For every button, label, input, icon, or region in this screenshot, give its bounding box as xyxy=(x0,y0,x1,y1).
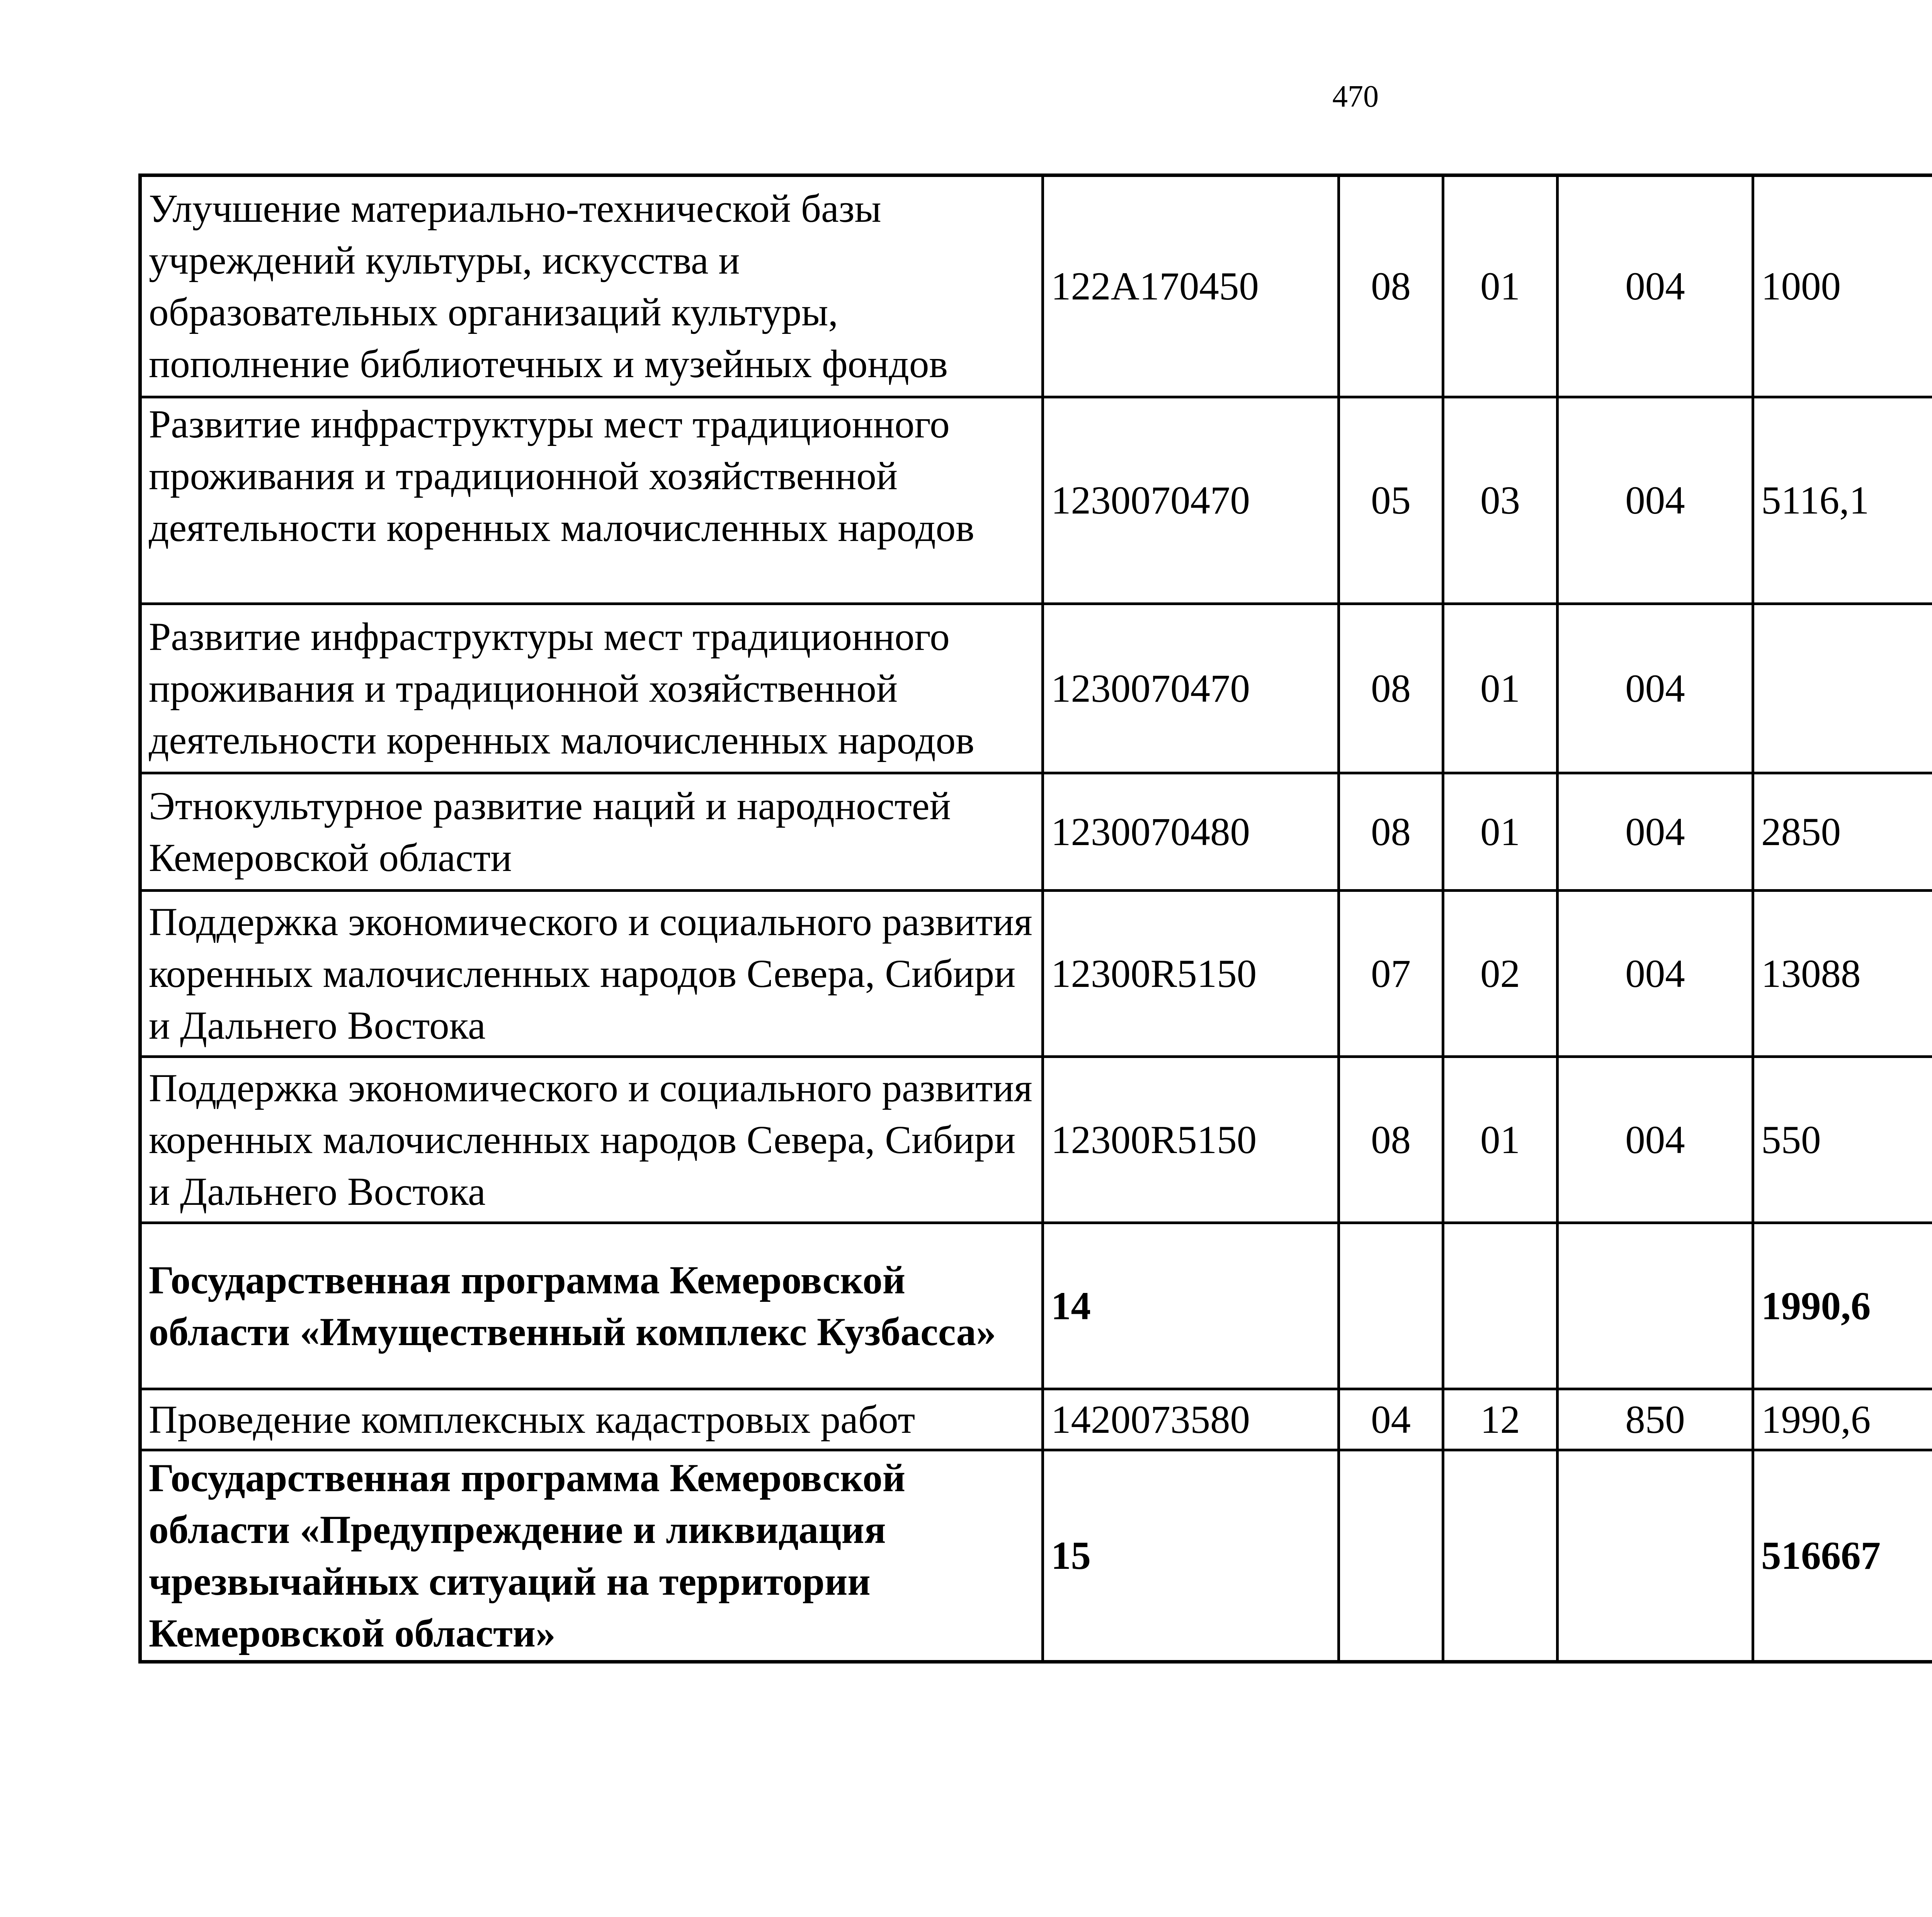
row-value-1-cell: 516667 xyxy=(1753,1450,1932,1662)
row-value-1-cell: 550 xyxy=(1753,1057,1932,1223)
row-subsection-cell: 01 xyxy=(1443,604,1558,773)
row-expense-type-cell: 004 xyxy=(1558,1057,1753,1223)
row-value-1-cell xyxy=(1753,604,1932,773)
table-row xyxy=(140,773,1932,891)
table-row xyxy=(140,891,1932,1057)
row-subsection-cell xyxy=(1443,1450,1558,1662)
row-subsection-cell: 02 xyxy=(1443,891,1558,1057)
row-section-cell: 05 xyxy=(1339,397,1443,604)
page-number: 470 xyxy=(1332,80,1379,114)
row-name-cell: Развитие инфраструктуры мест традиционного проживания и традиционной хозяйственной деятельности коренных малочисленных народов xyxy=(140,604,1043,773)
row-section-cell xyxy=(1339,1450,1443,1662)
table-row xyxy=(140,1223,1932,1389)
row-subsection-cell: 01 xyxy=(1443,1057,1558,1223)
row-subsection-cell: 01 xyxy=(1443,773,1558,891)
table-row xyxy=(140,175,1932,397)
row-section-cell: 04 xyxy=(1339,1389,1443,1450)
row-code-cell: 122A170450 xyxy=(1043,175,1339,397)
row-section-cell: 08 xyxy=(1339,773,1443,891)
row-name-cell: Развитие инфраструктуры мест традиционного проживания и традиционной хозяйственной деятельности коренных малочисленных народов xyxy=(140,397,1043,604)
row-code-cell: 12300R5150 xyxy=(1043,891,1339,1057)
row-expense-type-cell: 004 xyxy=(1558,891,1753,1057)
row-section-cell: 08 xyxy=(1339,1057,1443,1223)
row-subsection-cell: 03 xyxy=(1443,397,1558,604)
row-name-cell: Государственная программа Кемеровской области «Предупреждение и ликвидация чрезвычайных ситуаций на территории Кемеровской области» xyxy=(140,1450,1043,1662)
row-code-cell: 12300R5150 xyxy=(1043,1057,1339,1223)
row-code-cell: 1230070470 xyxy=(1043,604,1339,773)
row-name-cell: Улучшение материально-технической базы учреждений культуры, искусства и образовательных организаций культуры, пополнение библиотечных и музейных фондов xyxy=(140,175,1043,397)
table-row xyxy=(140,1057,1932,1223)
row-expense-type-cell: 004 xyxy=(1558,773,1753,891)
row-code-cell: 14 xyxy=(1043,1223,1339,1389)
row-name-cell: Поддержка экономического и социального развития коренных малочисленных народов Севера, Сибири и Дальнего Востока xyxy=(140,891,1043,1057)
row-section-cell: 08 xyxy=(1339,175,1443,397)
row-section-cell: 07 xyxy=(1339,891,1443,1057)
row-name-cell: Поддержка экономического и социального развития коренных малочисленных народов Севера, Сибири и Дальнего Востока xyxy=(140,1057,1043,1223)
row-subsection-cell xyxy=(1443,1223,1558,1389)
row-expense-type-cell: 850 xyxy=(1558,1389,1753,1450)
row-value-1-cell: 13088 xyxy=(1753,891,1932,1057)
row-value-1-cell: 1990,6 xyxy=(1753,1223,1932,1389)
row-expense-type-cell: 004 xyxy=(1558,604,1753,773)
table-row xyxy=(140,397,1932,604)
row-code-cell: 1420073580 xyxy=(1043,1389,1339,1450)
row-name-cell: Проведение комплексных кадастровых работ xyxy=(140,1389,1043,1450)
row-code-cell: 15 xyxy=(1043,1450,1339,1662)
row-value-1-cell: 1000 xyxy=(1753,175,1932,397)
row-expense-type-cell: 004 xyxy=(1558,175,1753,397)
row-expense-type-cell xyxy=(1558,1223,1753,1389)
row-value-1-cell: 2850 xyxy=(1753,773,1932,891)
row-value-1-cell: 1990,6 xyxy=(1753,1389,1932,1450)
row-subsection-cell: 12 xyxy=(1443,1389,1558,1450)
row-section-cell xyxy=(1339,1223,1443,1389)
row-code-cell: 1230070480 xyxy=(1043,773,1339,891)
row-name-cell: Этнокультурное развитие наций и народностей Кемеровской области xyxy=(140,773,1043,891)
budget-table xyxy=(138,173,1932,1664)
table-row xyxy=(140,604,1932,773)
table-row xyxy=(140,1450,1932,1662)
row-subsection-cell: 01 xyxy=(1443,175,1558,397)
row-code-cell: 1230070470 xyxy=(1043,397,1339,604)
row-expense-type-cell: 004 xyxy=(1558,397,1753,604)
row-section-cell: 08 xyxy=(1339,604,1443,773)
row-expense-type-cell xyxy=(1558,1450,1753,1662)
table-row xyxy=(140,1389,1932,1450)
row-name-cell: Государственная программа Кемеровской области «Имущественный комплекс Кузбасса» xyxy=(140,1223,1043,1389)
row-value-1-cell: 5116,1 xyxy=(1753,397,1932,604)
